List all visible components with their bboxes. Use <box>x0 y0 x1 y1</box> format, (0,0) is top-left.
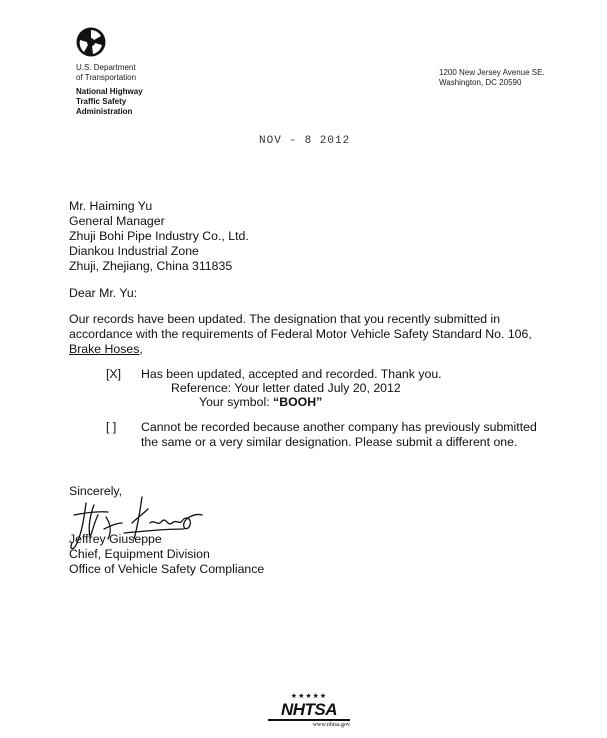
rejected-checkbox: [ ] <box>106 420 117 434</box>
accepted-text: Has been updated, accepted and recorded. Thank you. <box>141 367 442 381</box>
recipient-line: Zhuji Bohi Pipe Industry Co., Ltd. <box>69 229 249 243</box>
recipient-line: Zhuji, Zhejiang, China 311835 <box>69 259 233 273</box>
standard-name: Brake Hoses <box>69 342 140 356</box>
salutation: Dear Mr. Yu: <box>69 286 138 300</box>
recipient-address <box>69 199 249 274</box>
paragraph-line: accordance with the requirements of Federal Motor Vehicle Safety Standard No. 106, <box>69 327 532 341</box>
accepted-checkbox: [X] <box>106 367 122 381</box>
body-paragraph <box>69 312 549 357</box>
signer-office: Office of Vehicle Safety Compliance <box>69 562 265 576</box>
paragraph-line: Our records have been updated. The designation that you recently submitted in <box>69 312 501 326</box>
agency-line: Administration <box>76 107 133 116</box>
department-name <box>76 63 136 83</box>
rejected-line: Cannot be recorded because another company has previously submitted <box>141 420 537 434</box>
closing: Sincerely, <box>69 484 123 498</box>
symbol-line <box>199 395 322 410</box>
recipient-line: Mr. Haiming Yu <box>69 199 153 213</box>
standard-suffix: , <box>139 342 143 356</box>
rejected-text <box>141 420 561 450</box>
symbol-label: Your symbol: <box>199 395 274 409</box>
signer-title: Chief, Equipment Division <box>69 547 210 561</box>
address-line: 1200 New Jersey Avenue SE. <box>439 68 545 77</box>
symbol-value: “BOOH” <box>273 395 323 409</box>
rejected-line: the same or a very similar designation. Please submit a different one. <box>141 435 518 449</box>
recipient-line: Diankou Industrial Zone <box>69 244 199 258</box>
nhtsa-wordmark: NHTSA <box>268 701 350 721</box>
paragraph-line <box>69 342 549 357</box>
department-line: U.S. Department <box>76 63 136 72</box>
office-address <box>439 68 545 88</box>
nhtsa-url: www.nhtsa.gov <box>312 722 350 728</box>
department-line: of Transportation <box>76 73 137 82</box>
agency-name <box>76 87 143 117</box>
agency-line: Traffic Safety <box>76 97 127 106</box>
signer-block <box>69 532 264 577</box>
nhtsa-logo <box>268 693 350 735</box>
dot-logo-icon <box>76 27 106 57</box>
star-icon: ★★★★★ <box>290 693 328 700</box>
agency-line: National Highway <box>76 87 143 96</box>
date-stamp: NOV - 8 2012 <box>259 135 351 147</box>
recipient-line: General Manager <box>69 214 165 228</box>
reference-line: Reference: Your letter dated July 20, 2012 <box>171 381 401 395</box>
address-line: Washington, DC 20590 <box>439 78 522 87</box>
signer-name: Jeffrey Giuseppe <box>69 532 162 546</box>
